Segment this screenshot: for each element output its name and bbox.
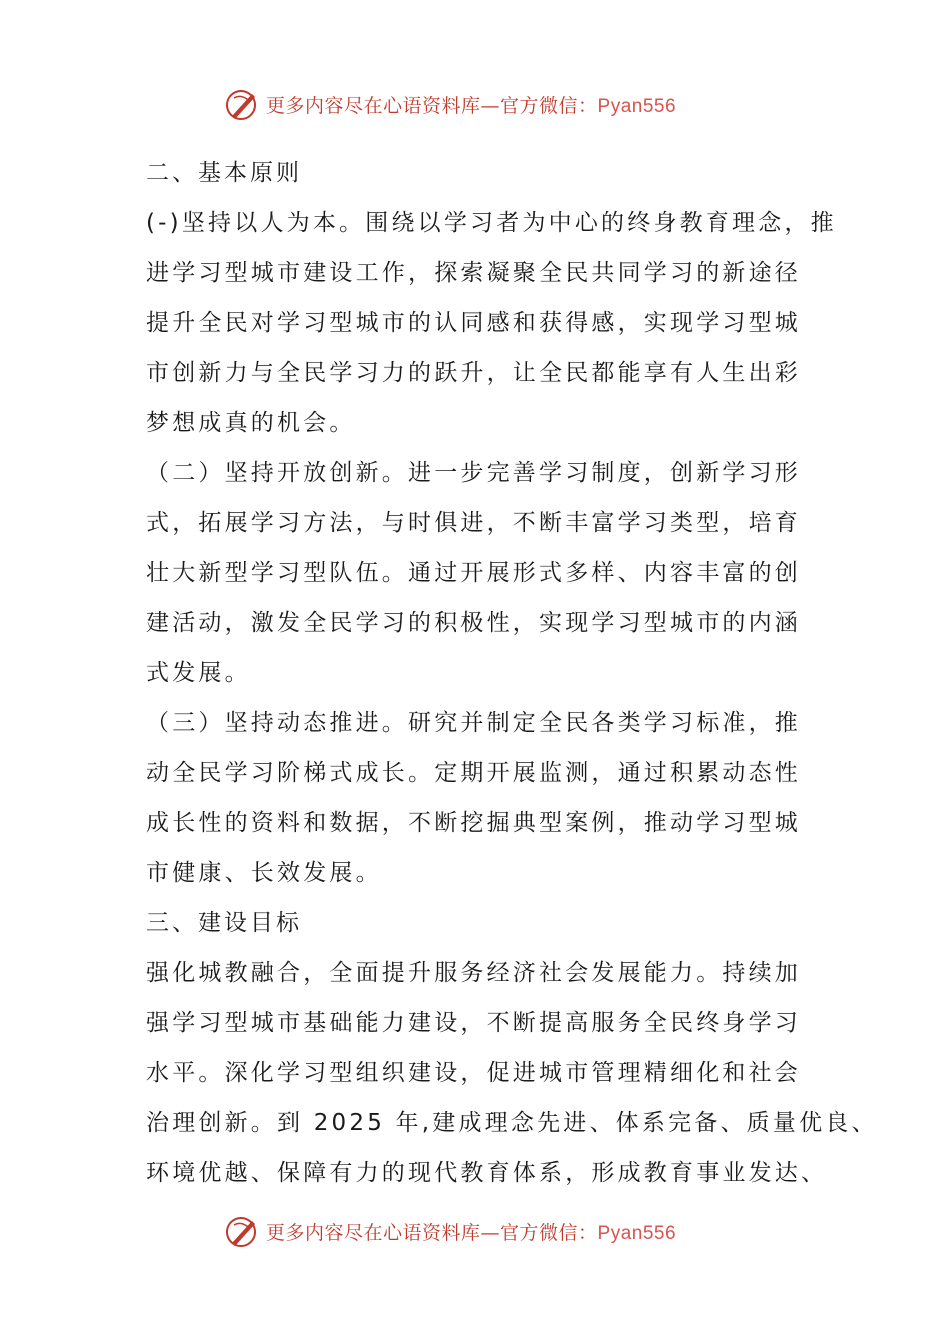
text-line: 治理创新。到 2025 年,建成理念先进、体系完备、质量优良、	[146, 1110, 878, 1136]
paragraph-principle-3	[146, 698, 836, 898]
text-line: 水平。深化学习型组织建设，促进城市管理精细化和社会	[146, 1060, 801, 1086]
text-line: （三）坚持动态推进。研究并制定全民各类学习标准，推	[146, 710, 801, 736]
text-line: 强化城教融合，全面提升服务经济社会发展能力。持续加	[146, 960, 801, 986]
text-line: 动全民学习阶梯式成长。定期开展监测，通过积累动态性	[146, 760, 801, 786]
text-line: 强学习型城市基础能力建设，不断提高服务全民终身学习	[146, 1010, 801, 1036]
text-line: 壮大新型学习型队伍。通过开展形式多样、内容丰富的创	[146, 560, 801, 586]
banner-slogan: 更多内容尽在心语资料库—官方微信：	[266, 1221, 598, 1244]
text-line: 市健康、长效发展。	[146, 860, 382, 886]
text-line: 环境优越、保障有力的现代教育体系，形成教育事业发达、	[146, 1160, 828, 1186]
pen-logo-icon	[224, 1213, 260, 1249]
text-line: 式，拓展学习方法，与时俱进，不断丰富学习类型，培育	[146, 510, 801, 536]
section-heading-goals: 三、建设目标	[146, 910, 302, 936]
banner-slogan: 更多内容尽在心语资料库—官方微信：	[266, 94, 598, 117]
section-heading-principles: 二、基本原则	[146, 160, 302, 186]
banner-text	[266, 1218, 676, 1245]
paragraph-principle-1	[146, 198, 836, 448]
wechat-account: Pyan556	[597, 1222, 677, 1244]
text-line: (-)坚持以人为本。围绕以学习者为中心的终身教育理念，推	[146, 210, 837, 236]
text-line: 提升全民对学习型城市的认同感和获得感，实现学习型城	[146, 310, 801, 336]
wechat-account: Pyan556	[597, 95, 677, 117]
pen-logo-icon	[224, 86, 260, 122]
text-line: （二）坚持开放创新。进一步完善学习制度，创新学习形	[146, 460, 801, 486]
text-line: 市创新力与全民学习力的跃升，让全民都能享有人生出彩	[146, 360, 801, 386]
text-line: 式发展。	[146, 660, 251, 686]
paragraph-principle-2	[146, 448, 836, 698]
text-line: 进学习型城市建设工作，探索凝聚全民共同学习的新途径	[146, 260, 801, 286]
paragraph-goals	[146, 948, 878, 1198]
text-line: 成长性的资料和数据，不断挖掘典型案例，推动学习型城	[146, 810, 801, 836]
footer-banner	[224, 1211, 676, 1251]
text-line: 建活动，激发全民学习的积极性，实现学习型城市的内涵	[146, 610, 801, 636]
text-line: 梦想成真的机会。	[146, 410, 356, 436]
header-banner	[224, 84, 676, 124]
banner-text	[266, 91, 676, 118]
document-body	[146, 148, 878, 1198]
